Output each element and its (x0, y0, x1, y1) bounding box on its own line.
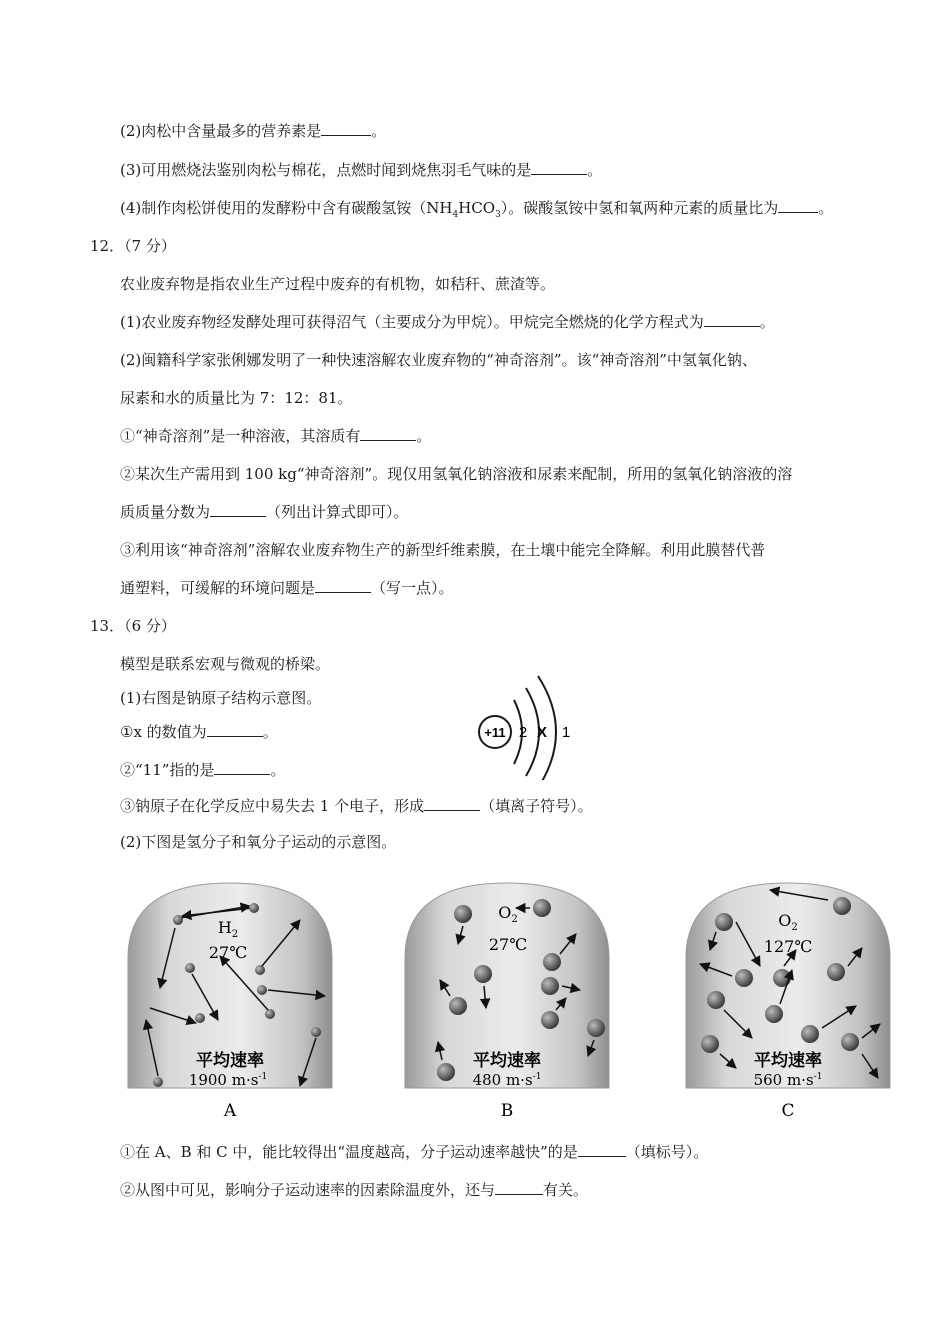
o2-molecule (735, 969, 753, 987)
o2-molecule (437, 1063, 455, 1081)
q12-part2-line2: 尿素和水的质量比为 7：12：81。 (120, 389, 353, 407)
o2-molecule (801, 1025, 819, 1043)
q13-part2: (2)下图是氢分子和氧分子运动的示意图。 (120, 833, 397, 851)
answer-blank[interactable] (495, 1181, 543, 1195)
q13-figure-question1: ①在 A、B 和 C 中，能比较得出“温度越高，分子运动速率越快”的是 （填标号）。 (120, 1143, 709, 1161)
q12-part1: (1)农业废弃物经发酵处理可获得沼气（主要成分为甲烷）。甲烷完全燃烧的化学方程式为 。 (120, 313, 775, 331)
o2-molecule (701, 1035, 719, 1053)
o2-molecule (841, 1033, 859, 1051)
molecule-label-c: $O_2$ (778, 911, 798, 933)
o2-molecule (474, 965, 492, 983)
h2-molecule (195, 1013, 205, 1023)
h2-molecule (153, 1077, 163, 1087)
answer-blank[interactable] (704, 313, 760, 327)
o2-molecule (765, 1005, 783, 1023)
o2-molecule (827, 963, 845, 981)
rate-title-a: 平均速率 (196, 1051, 264, 1070)
molecule-label-a: $H_2$ (217, 918, 239, 940)
answer-blank[interactable] (214, 761, 270, 775)
container-a (128, 883, 332, 1089)
h2-molecule (255, 965, 265, 975)
q12-part2-line1: (2)闽籍科学家张俐娜发明了一种快速溶解农业废弃物的“神奇溶剂”。该“神奇溶剂”中氢氧化钠、 (120, 351, 757, 369)
q12-intro: 农业废弃物是指农业生产过程中废弃的有机物，如秸秆、蔗渣等。 (120, 275, 556, 293)
o2-molecule (833, 897, 851, 915)
o2-molecule (541, 977, 559, 995)
q12-sub3-line1: ③利用该“神奇溶剂”溶解农业废弃物生产的新型纤维素膜，在土壤中能完全降解。利用此膜替代普 (120, 541, 766, 559)
h2-molecule (257, 985, 267, 995)
temperature-a: 27℃ (208, 943, 248, 962)
shell-3-electrons: 1 (561, 724, 571, 741)
q13-sub3: ③钠原子在化学反应中易失去 1 个电子，形成 （填离子符号）。 (120, 797, 593, 815)
q13-sub1: ①x 的数值为 。 (120, 723, 278, 741)
q13-intro: 模型是联系宏观与微观的桥梁。 (120, 655, 331, 673)
temperature-c: 127℃ (763, 937, 813, 956)
o2-molecule (533, 899, 551, 917)
figure-label-a: A (223, 1101, 237, 1121)
answer-blank[interactable] (424, 797, 480, 811)
o2-molecule (773, 969, 791, 987)
q12-heading: 12．（7 分） (90, 237, 176, 255)
answer-blank[interactable] (778, 199, 818, 213)
h2-molecule (173, 915, 183, 925)
rate-value-c: 560 $m\cdot s^{-1}$ (753, 1071, 823, 1089)
q13-sub2: ②“11”指的是 。 (120, 761, 286, 779)
q12-sub1: ①“神奇溶剂”是一种溶液，其溶质有 。 (120, 427, 432, 445)
q11-part4: (4)制作肉松饼使用的发酵粉中含有碳酸氢铵$(NH_4HCO_3)$。碳酸氢铵中氢和氧两种元素的质量比为 。 (120, 199, 834, 220)
answer-blank[interactable] (210, 503, 266, 517)
q11-part2: (2)肉松中含量最多的营养素是 。 (120, 122, 387, 140)
nucleus-charge: +11 (484, 725, 506, 740)
h2-molecule (265, 1009, 275, 1019)
answer-blank[interactable] (360, 427, 416, 441)
answer-blank[interactable] (531, 161, 587, 175)
q13-heading: 13．（6 分） (90, 617, 176, 635)
figure-label-c: C (781, 1101, 795, 1121)
q13-figure-question2: ②从图中可见，影响分子运动速率的因素除温度外，还与 有关。 (120, 1181, 589, 1199)
container-b (405, 883, 609, 1089)
o2-molecule (449, 997, 467, 1015)
answer-blank[interactable] (578, 1143, 626, 1157)
figure-label-b: B (500, 1101, 514, 1121)
q11-part3: (3)可用燃烧法鉴别肉松与棉花，点燃时闻到烧焦羽毛气味的是 。 (120, 161, 603, 179)
q12-sub2-line1: ②某次生产需用到 100 kg“神奇溶剂”。现仅用氢氧化钠溶液和尿素来配制，所用的氢氧化钠溶液的溶 (120, 465, 793, 483)
molecule-label-b: $O_2$ (498, 903, 518, 925)
molecule-motion-figure (120, 878, 900, 1128)
o2-molecule (543, 953, 561, 971)
rate-title-c: 平均速率 (754, 1051, 822, 1070)
q12-sub2-line2: 质质量分数为 （列出计算式即可）。 (120, 503, 409, 521)
rate-value-a: 1900 $m\cdot s^{-1}$ (188, 1071, 268, 1089)
answer-blank[interactable] (321, 122, 371, 136)
shell-2-electrons: X (536, 724, 548, 741)
h2-molecule (249, 903, 259, 913)
rate-title-b: 平均速率 (473, 1051, 541, 1070)
h2-molecule (185, 963, 195, 973)
rate-value-b: 480 $m\cdot s^{-1}$ (472, 1071, 542, 1089)
sodium-atom-diagram (470, 670, 610, 780)
o2-molecule (715, 913, 733, 931)
container-c (686, 883, 890, 1089)
o2-molecule (541, 1011, 559, 1029)
o2-molecule (587, 1019, 605, 1037)
temperature-b: 27℃ (488, 935, 528, 954)
h2-molecule (311, 1027, 321, 1037)
answer-blank[interactable] (207, 723, 263, 737)
o2-molecule (454, 905, 472, 923)
shell-1-electrons: 2 (518, 724, 528, 741)
q13-part1: (1)右图是钠原子结构示意图。 (120, 689, 322, 707)
answer-blank[interactable] (315, 579, 371, 593)
o2-molecule (707, 991, 725, 1009)
q12-sub3-line2: 通塑料，可缓解的环境问题是 （写一点）。 (120, 579, 454, 597)
